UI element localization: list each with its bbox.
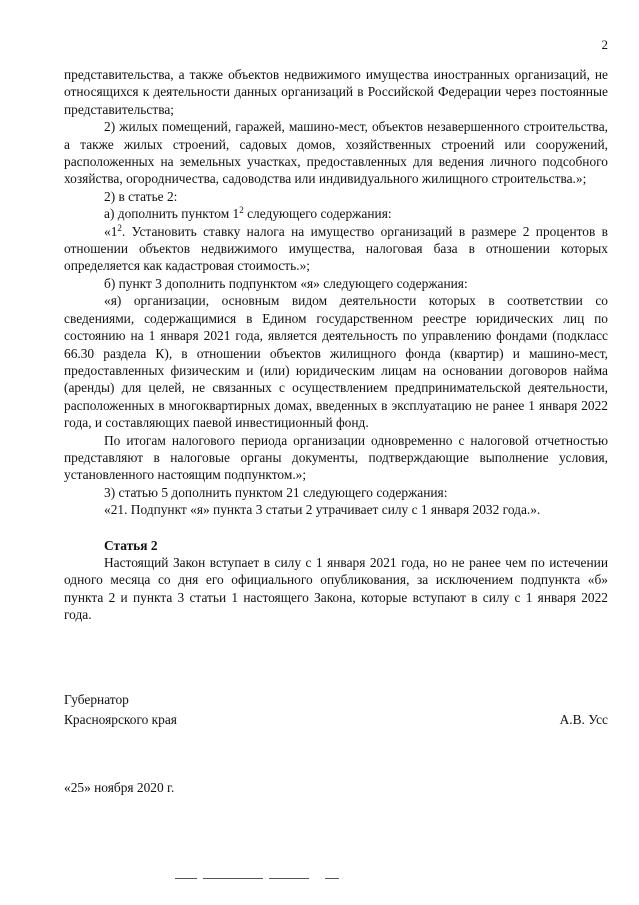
paragraph-7: «я) организации, основным видом деятельности которых в соответствии со сведениями, содержащимися в Едином государственном реестре юридических лиц по состоянию на 1 января 2021 года, является деятельность по управлению фондами (подкласс 66.30 раздела К), в отношении объектов жилищного фонда (квартир) и машино-мест, предоставленных физическим и (или) юридическим лицам на основании договоров найма (аренды) для целей, не связанных с осуществлением предпринимательской деятельности, расположенных в многоквартирных домах, введенных в эксплуатацию не ранее 1 января 2022 года, и составляющих паевой инвестиционный фонд. xyxy=(64,293,608,431)
article-heading: Статья 2 xyxy=(104,537,158,553)
signatory-title-line-1: Губернатор xyxy=(64,692,129,707)
signatory-title-line-2: Красноярского края xyxy=(64,712,177,727)
document-date: «25» ноября 2020 г. xyxy=(64,780,175,795)
paragraph-9: 3) статью 5 дополнить пунктом 21 следующего содержания: xyxy=(104,484,448,500)
paragraph-5 xyxy=(64,223,608,275)
paragraph-5-text-end: . Установить ставку налога на имущество организаций в размере 2 процентов в отношении объектов недвижимого имущества, налоговая база в отношении которых определяется как кадастровая стоимость.»; xyxy=(64,223,608,274)
signature-block xyxy=(64,690,608,730)
paragraph-10: «21. Подпункт «я» пункта 3 статьи 2 утрачивает силу с 1 января 2032 года.». xyxy=(104,502,541,518)
document-body xyxy=(64,66,608,624)
paragraph-11: Настоящий Закон вступает в силу с 1 января 2021 года, но не ранее чем по истечении одного месяца со дня его официального опубликования, за исключением подпункта «б» пункта 2 и пункта 3 статьи 1 настоящего Закона, которые вступают в силу с 1 января 2022 года. xyxy=(64,554,608,623)
paragraph-5-text: «1 xyxy=(104,223,118,239)
scan-artifact xyxy=(175,876,355,882)
paragraph-4-text: а) дополнить пунктом 1 xyxy=(104,206,240,222)
signatory-name: А.В. Усс xyxy=(559,712,608,727)
paragraph-2: 2) жилых помещений, гаражей, машино-мест, объектов незавершенного строительства, а также жилых строений, садовых домов, хозяйственных строений или сооружений, расположенных на земельных участках, предоставленных для ведения личного подсобного хозяйства, огородничества, садоводства или индивидуального жилищного строительства.»; xyxy=(64,119,608,187)
paragraph-8: По итогам налогового периода организации одновременно с налоговой отчетностью представляют в налоговые органы документы, подтверждающие выполнение условия, установленного настоящим подпунктом.»; xyxy=(64,432,608,483)
paragraph-6: б) пункт 3 дополнить подпунктом «я» следующего содержания: xyxy=(104,275,468,291)
paragraph-1: представительства, а также объектов недвижимого имущества иностранных организаций, не относящихся к деятельности данных организаций в Российской Федерации через постоянные представительства; xyxy=(64,67,608,117)
paragraph-4 xyxy=(64,205,608,222)
page-number: 2 xyxy=(601,37,608,52)
superscript: 2 xyxy=(117,222,122,233)
superscript: 2 xyxy=(239,205,244,216)
paragraph-4-text-end: следующего содержания: xyxy=(243,206,392,222)
paragraph-3: 2) в статье 2: xyxy=(104,188,178,204)
